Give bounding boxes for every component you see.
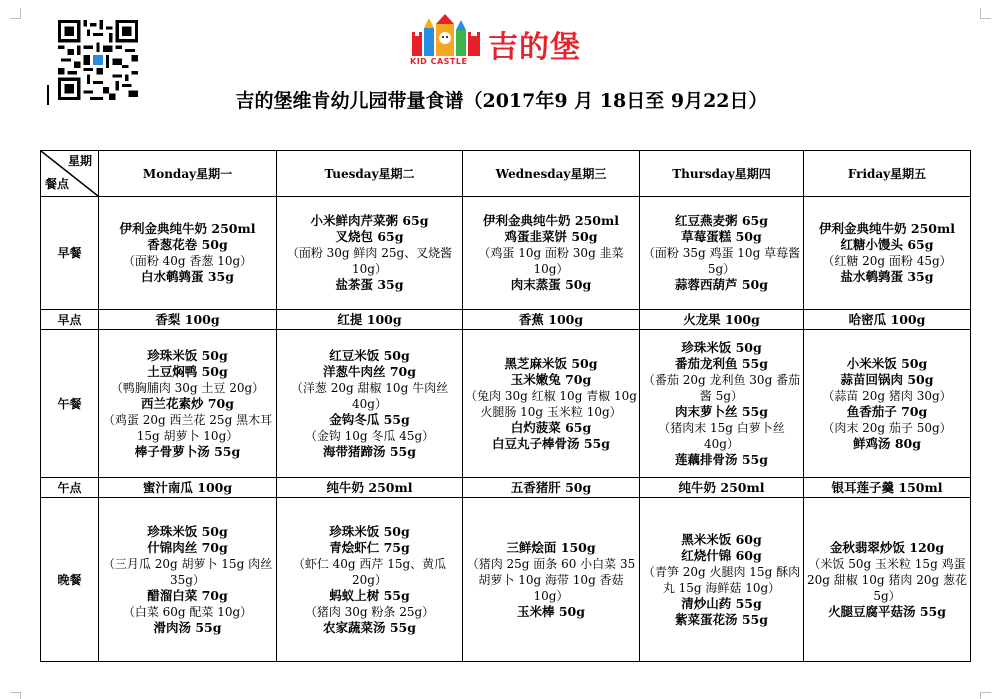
dish-name: 白灼菠菜 65g	[510, 419, 592, 435]
dish-name: 小米鲜肉芹菜粥 65g	[310, 213, 429, 228]
dish-name: 金秋翡翠炒饭 120g	[829, 539, 945, 555]
dish-name: 香梨 100g	[155, 311, 220, 327]
menu-table	[40, 150, 971, 662]
dish-name: 鲜鸡汤 80g	[853, 435, 921, 451]
ingredient-list: （青笋 20g 火腿肉 15g 酥肉丸 15g 海鲜菇 10g）	[642, 564, 801, 595]
dish-name: 青烩虾仁 75g	[329, 539, 410, 555]
menu-cell	[804, 498, 971, 662]
dish-name: 肉末蒸蛋 50g	[510, 277, 592, 292]
dish-name: 鱼香茄子 70g	[846, 403, 928, 419]
menu-cell	[640, 197, 804, 310]
day-header: Thursday星期四	[640, 151, 804, 197]
menu-cell	[277, 330, 463, 478]
dish-name: 蒜苗回锅肉 50g	[840, 371, 934, 387]
dish-name: 哈密瓜 100g	[848, 311, 926, 327]
ingredient-list: （肉末 20g 茄子 50g）	[822, 420, 952, 435]
ingredient-list: （猪肉 30g 粉条 25g）	[304, 604, 435, 619]
dish-name: 红豆米饭 50g	[329, 347, 410, 363]
menu-cell	[277, 498, 463, 662]
dish-name: 香蕉 100g	[518, 311, 584, 327]
dish-name: 白豆丸子棒骨汤 55g	[492, 435, 610, 451]
menu-cell	[99, 310, 277, 330]
menu-cell	[804, 478, 971, 498]
dish-name: 蜜汁南瓜 100g	[142, 479, 233, 495]
dish-name: 盐水鹌鹑蛋 35g	[840, 269, 934, 284]
ingredient-list: （面粉 40g 香葱 10g）	[122, 254, 253, 268]
dish-name: 伊利金典纯牛奶 250ml	[819, 221, 955, 236]
ingredient-list: （猪肉 25g 面条 60 小白菜 35 胡萝卜 10g 海带 10g 香菇 10g）	[466, 556, 636, 603]
ingredient-list: （蒜苗 20g 猪肉 30g）	[822, 388, 952, 403]
menu-cell	[277, 197, 463, 310]
meal-label: 午点	[41, 478, 99, 498]
dinner-row	[41, 498, 971, 662]
dish-name: 火腿豆腐平菇汤 55g	[828, 603, 946, 619]
menu-cell	[463, 310, 640, 330]
meal-label: 晚餐	[41, 498, 99, 662]
brand-subtitle: KID CASTLE	[410, 57, 468, 66]
dish-name: 珍珠米饭 50g	[147, 347, 228, 363]
menu-cell	[99, 197, 277, 310]
menu-cell	[804, 310, 971, 330]
dish-name: 五香猪肝 50g	[510, 479, 592, 495]
menu-cell	[99, 478, 277, 498]
dish-name: 肉末萝卜丝 55g	[675, 403, 768, 419]
menu-cell	[277, 310, 463, 330]
dish-name: 珍珠米饭 50g	[147, 523, 228, 539]
dish-name: 西兰花素炒 70g	[141, 395, 234, 411]
ingredient-list: （红糖 20g 面粉 45g）	[822, 254, 952, 268]
day-header: Monday星期一	[99, 151, 277, 197]
menu-cell	[463, 330, 640, 478]
menu-cell	[463, 197, 640, 310]
page-title: 吉的堡维肯幼儿园带量食谱（2017年9 月 18日至 9月22日）	[235, 90, 768, 112]
ingredient-list: （洋葱 20g 甜椒 10g 牛肉丝 40g）	[290, 380, 449, 411]
meal-label: 午餐	[41, 330, 99, 478]
dish-name: 叉烧包 65g	[335, 229, 404, 244]
dish-name: 银耳莲子羹 150ml	[831, 479, 943, 495]
menu-cell	[463, 498, 640, 662]
ingredient-list: （猪肉末 15g 白萝卜丝 40g）	[658, 420, 785, 451]
dish-name: 土豆焖鸭 50g	[147, 363, 228, 379]
dish-name: 玉米棒 50g	[517, 603, 585, 619]
dish-name: 红糖小馒头 65g	[840, 237, 934, 252]
dish-name: 小米米饭 50g	[846, 355, 928, 371]
menu-cell	[804, 197, 971, 310]
page-corner-mark	[10, 8, 21, 19]
menu-cell	[277, 478, 463, 498]
menu-cell	[99, 330, 277, 478]
menu-cell	[640, 498, 804, 662]
menu-cell	[640, 310, 804, 330]
ingredient-list: （虾仁 40g 西芹 15g、黄瓜 20g）	[292, 556, 447, 587]
dish-name: 珍珠米饭 50g	[681, 339, 762, 355]
page-corner-mark	[980, 8, 991, 19]
dish-name: 纯牛奶 250ml	[678, 479, 765, 495]
dish-name: 蚂蚁上树 55g	[329, 587, 410, 603]
corner-label-meal: 餐点	[45, 177, 70, 191]
lunch-row	[41, 330, 971, 478]
menu-cell	[804, 330, 971, 478]
dish-name: 黑米米饭 60g	[681, 531, 762, 547]
day-header: Tuesday星期二	[277, 151, 463, 197]
ingredient-list: （米饭 50g 玉米粒 15g 鸡蛋 20g 甜椒 10g 猪肉 20g 葱花 5g）	[807, 556, 967, 603]
ingredient-list: （鸡蛋 10g 面粉 30g 韭菜 10g）	[478, 246, 624, 276]
dish-name: 金钩冬瓜 55g	[329, 411, 410, 427]
ingredient-list: （鸡蛋 20g 西兰花 25g 黑木耳 15g 胡萝卜 10g）	[102, 412, 273, 443]
dish-name: 紫菜蛋花汤 55g	[675, 611, 768, 627]
table-header-row	[41, 151, 971, 197]
page-corner-mark	[980, 692, 991, 699]
dish-name: 清炒山药 55g	[681, 595, 762, 611]
dish-name: 香葱花卷 50g	[147, 237, 228, 252]
dish-name: 红烧什锦 60g	[681, 547, 762, 563]
page-corner-mark	[10, 692, 21, 699]
dish-name: 什锦肉丝 70g	[147, 539, 228, 555]
dish-name: 伊利金典纯牛奶 250ml	[119, 221, 256, 236]
ingredient-list: （三月瓜 20g 胡萝卜 15g 肉丝 35g）	[102, 556, 273, 587]
dish-name: 草莓蛋糕 50g	[681, 229, 762, 244]
breakfast-row	[41, 197, 971, 310]
brand-name: 吉的堡	[488, 30, 581, 65]
dish-name: 洋葱牛肉丝 70g	[323, 363, 416, 379]
menu-cell	[99, 498, 277, 662]
ingredient-list: （面粉 30g 鲜肉 25g、叉烧酱 10g）	[286, 246, 453, 276]
dish-name: 番茄龙利鱼 55g	[675, 355, 768, 371]
ingredient-list: （面粉 35g 鸡蛋 10g 草莓酱 5g）	[642, 246, 801, 276]
dish-name: 白水鹌鹑蛋 35g	[141, 269, 234, 284]
dish-name: 纯牛奶 250ml	[326, 479, 413, 495]
day-header: Wednesday星期三	[463, 151, 640, 197]
dish-name: 三鲜烩面 150g	[506, 539, 596, 555]
menu-cell	[640, 330, 804, 478]
ingredient-list: （兔肉 30g 红椒 10g 青椒 10g 火腿肠 10g 玉米粒 10g）	[465, 388, 637, 419]
dish-name: 盐茶蛋 35g	[335, 277, 404, 292]
corner-label-weekday: 星期	[67, 154, 92, 168]
dish-name: 珍珠米饭 50g	[329, 523, 410, 539]
dish-name: 玉米嫩兔 70g	[510, 371, 592, 387]
dish-name: 莲藕排骨汤 55g	[675, 451, 768, 467]
dish-name: 黑芝麻米饭 50g	[504, 355, 598, 371]
menu-cell	[640, 478, 804, 498]
dish-name: 红提 100g	[337, 311, 402, 327]
ingredient-list: （番茄 20g 龙利鱼 30g 番茄酱 5g）	[642, 372, 801, 403]
ingredient-list: （白菜 60g 配菜 10g）	[122, 604, 253, 619]
dish-name: 滑肉汤 55g	[153, 619, 222, 635]
dish-name: 醋溜白菜 70g	[147, 587, 228, 603]
dish-name: 伊利金典纯牛奶 250ml	[483, 213, 619, 228]
ingredient-list: （鸭胸脯肉 30g 土豆 20g）	[110, 380, 265, 395]
dish-name: 海带猪蹄汤 55g	[323, 443, 416, 459]
dish-name: 火龙果 100g	[683, 311, 760, 327]
ingredient-list: （金钩 10g 冬瓜 45g）	[304, 428, 435, 443]
dish-name: 农家蔬菜汤 55g	[323, 619, 416, 635]
dish-name: 红豆燕麦粥 65g	[675, 213, 768, 228]
afternoon-snack-row	[41, 478, 971, 498]
dish-name: 棒子骨萝卜汤 55g	[134, 443, 241, 459]
day-header: Friday星期五	[804, 151, 971, 197]
meal-label: 早点	[41, 310, 99, 330]
corner-header-cell	[41, 151, 99, 197]
menu-cell	[463, 478, 640, 498]
morning-snack-row	[41, 310, 971, 330]
dish-name: 鸡蛋韭菜饼 50g	[504, 229, 598, 244]
dish-name: 蒜蓉西葫芦 50g	[675, 277, 768, 292]
meal-label: 早餐	[41, 197, 99, 310]
